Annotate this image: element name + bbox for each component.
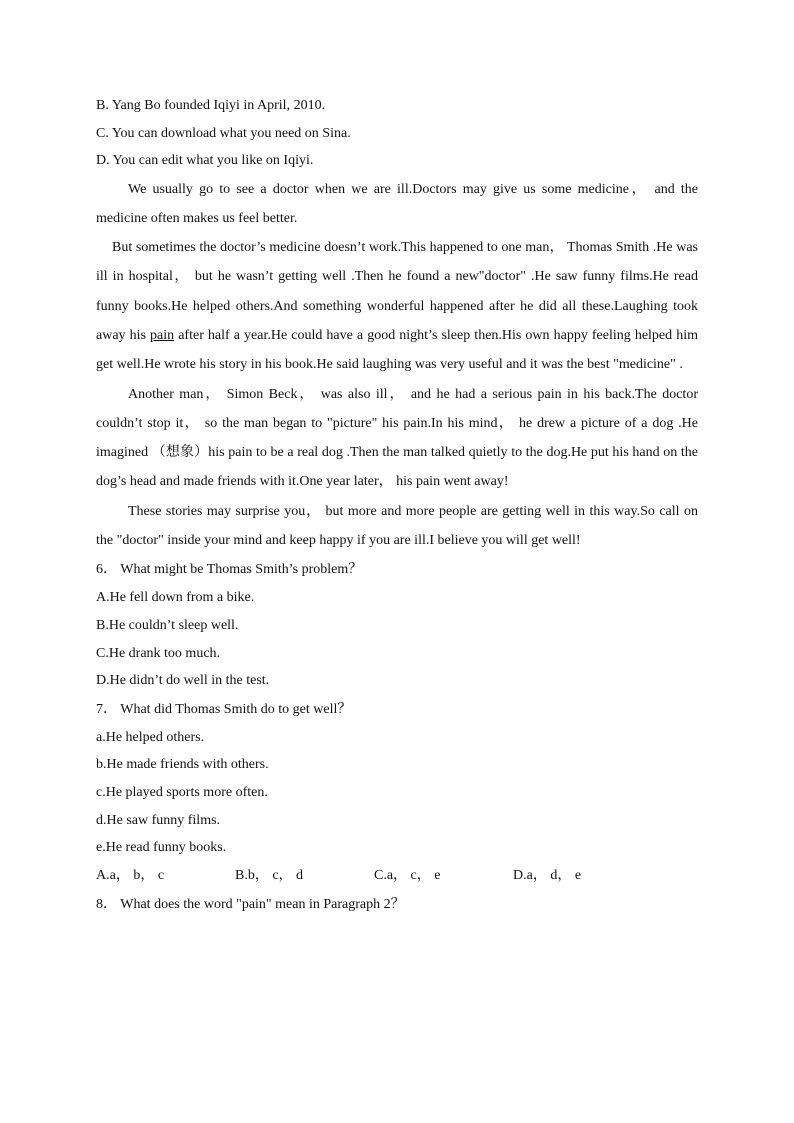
passage-paragraph-1: We usually go to see a doctor when we are ill.Doctors may give us some medicine， and the medicine often makes us feel better.: [96, 181, 698, 226]
passage-paragraph-4: These stories may surprise you， but more and more people are getting well in this way.So call on the "doctor" inside your mind and keep happy if you are ill.I believe you will get well!: [96, 503, 698, 549]
question-7-choice-c: C.a， c， e: [374, 867, 441, 883]
question-6-option-c: C.He drank too much.: [96, 645, 221, 661]
question-7-choice-d: D.a， d， e: [513, 867, 582, 883]
paragraph-2-text-after: after half a year.He could have a good night’s sleep then.His own happy feeling helped him get well.He wrote his story in his book.He said laughing was very useful and it was the best "medicine" .: [96, 327, 698, 373]
prev-option-d: D. You can edit what you like on Iqiyi.: [96, 153, 314, 168]
page-content: [96, 92, 698, 919]
question-7-choices: [96, 862, 698, 890]
question-6-stem: 6． What might be Thomas Smith’s problem？: [96, 562, 363, 578]
question-7-item-c: c.He played sports more often.: [96, 784, 268, 800]
question-6-option-d: D.He didn’t do well in the test.: [96, 673, 270, 689]
question-7-choice-a: A.a， b， c: [96, 867, 165, 883]
question-7-item-e: e.He read funny books.: [96, 840, 227, 856]
prev-option-c: C. You can download what you need on Sina.: [96, 125, 351, 141]
question-7-item-b: b.He made friends with others.: [96, 757, 269, 773]
underlined-word-pain: pain: [150, 327, 175, 343]
question-7-item-d: d.He saw funny films.: [96, 812, 221, 828]
question-7-stem: 7． What did Thomas Smith do to get well？: [96, 701, 352, 717]
prev-option-b: B. Yang Bo founded Iqiyi in April, 2010.: [96, 98, 326, 113]
question-8-stem: 8． What does the word "pain" mean in Paragraph 2？: [96, 896, 405, 912]
paragraph-2-text-before: But sometimes the doctor’s medicine doesn’t work.This happened to one man， Thomas Smith .He was ill in hospital， but he wasn’t getting well .Then he found a new"doctor" .He saw funny films.He read funny books.He helped others.And something wonderful happened after he did all these.Laughing took away his: [96, 240, 698, 343]
passage-paragraph-2: [96, 233, 698, 379]
question-7-item-a: a.He helped others.: [96, 729, 205, 745]
question-7-choice-b: B.b， c， d: [235, 867, 304, 883]
passage-paragraph-3: Another man， Simon Beck， was also ill， and he had a serious pain in his back.The doctor couldn’t stop it， so the man began to "picture" his pain.In his mind， he drew a picture of a dog .He imagined （想象）his pain to be a real dog .Then the man talked quietly to the dog.He put his hand on the dog’s head and made friends with it.One year later， his pain went away!: [96, 386, 698, 490]
question-6-option-b: B.He couldn’t sleep well.: [96, 617, 239, 633]
question-6-option-a: A.He fell down from a bike.: [96, 590, 255, 606]
